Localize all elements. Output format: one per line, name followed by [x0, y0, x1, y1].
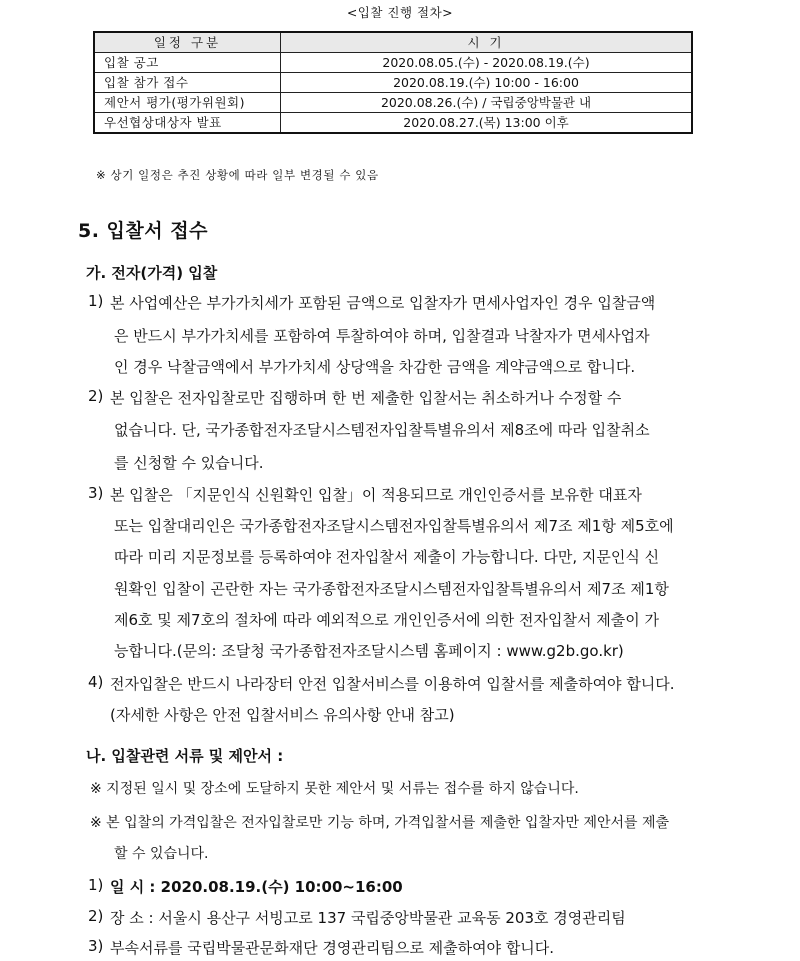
- item-number: 4): [88, 673, 104, 691]
- row-label: 우선협상대상자 발표: [94, 113, 281, 134]
- paragraph-line: 를 신청할 수 있습니다.: [114, 454, 264, 472]
- schedule-note: ※ 상기 일정은 추진 상황에 따라 일부 변경될 수 있음: [96, 168, 379, 182]
- paragraph-line: 전자입찰은 반드시 나라장터 안전 입찰서비스를 이용하여 입찰서를 제출하여야 합니다.: [110, 675, 675, 693]
- paragraph-line: 제6호 및 제7호의 절차에 따라 예외적으로 개인인증서에 의한 전자입찰서 제출이 가: [114, 611, 659, 629]
- row-label: 입찰 참가 접수: [94, 73, 281, 93]
- table-row: [94, 93, 692, 113]
- item-number: 2): [88, 907, 104, 925]
- notice-line: ※ 본 입찰의 가격입찰은 전자입찰로만 기능 하며, 가격입찰서를 제출한 입찰자만 제안서를 제출: [90, 815, 670, 831]
- paragraph-line: 본 입찰은 전자입찰로만 집행하며 한 번 제출한 입찰서는 취소하거나 수정할 수: [110, 389, 622, 407]
- paragraph-line: (자세한 사항은 안전 입찰서비스 유의사항 안내 참고): [110, 706, 455, 724]
- item-number: 1): [88, 876, 104, 894]
- submission-place: 장 소 : 서울시 용산구 서빙고로 137 국립중앙박물관 교육동 203호 경영관리팀: [110, 909, 626, 927]
- item-number: 3): [88, 937, 104, 955]
- paragraph-line: 또는 입찰대리인은 국가종합전자조달시스템전자입찰특별유의서 제7조 제1항 제5호에: [114, 517, 674, 535]
- submission-docs: 부속서류를 국립박물관문화재단 경영관리팀으로 제출하여야 합니다.: [110, 939, 555, 957]
- subsection-title-b: 나. 입찰관련 서류 및 제안서 :: [86, 747, 284, 765]
- subsection-title-a: 가. 전자(가격) 입찰: [86, 264, 218, 282]
- paragraph-line: 인 경우 낙찰금액에서 부가가치세 상당액을 차감한 금액을 계약금액으로 합니다.: [114, 358, 636, 376]
- header-schedule-type: 일정 구분: [94, 32, 281, 53]
- item-number: 1): [88, 292, 104, 310]
- paragraph-line: 본 입찰은 「지문인식 신원확인 입찰」이 적용되므로 개인인증서를 보유한 대표자: [110, 486, 642, 504]
- paragraph-line: 본 사업예산은 부가가치세가 포함된 금액으로 입찰자가 면세사업자인 경우 입찰금액: [110, 294, 656, 312]
- header-time: 시 기: [281, 32, 693, 53]
- table-row: [94, 73, 692, 93]
- notice-line: ※ 지정된 일시 및 장소에 도달하지 못한 제안서 및 서류는 접수를 하지 않습니다.: [90, 781, 579, 797]
- row-time: 2020.08.05.(수) - 2020.08.19.(수): [281, 53, 693, 73]
- table-caption: <입찰 진행 절차>: [346, 5, 454, 20]
- table-row: [94, 113, 692, 134]
- schedule-table: [93, 31, 693, 134]
- paragraph-line: 없습니다. 단, 국가종합전자조달시스템전자입찰특별유의서 제8조에 따라 입찰취소: [114, 421, 650, 439]
- row-label: 입찰 공고: [94, 53, 281, 73]
- row-time: 2020.08.27.(목) 13:00 이후: [281, 113, 693, 134]
- row-time: 2020.08.19.(수) 10:00 - 16:00: [281, 73, 693, 93]
- paragraph-line: 능합니다.(문의: 조달청 국가종합전자조달시스템 홈페이지 : www.g2b.go.kr): [114, 642, 624, 660]
- section-title: 5. 입찰서 접수: [78, 220, 208, 242]
- table-header-row: [94, 32, 692, 53]
- row-label: 제안서 평가(평가위원회): [94, 93, 281, 113]
- paragraph-line: 은 반드시 부가가치세를 포함하여 투찰하여야 하며, 입찰결과 낙찰자가 면세사업자: [114, 327, 650, 345]
- paragraph-line: 원확인 입찰이 곤란한 자는 국가종합전자조달시스템전자입찰특별유의서 제7조 제1항: [114, 580, 669, 598]
- paragraph-line: 따라 미리 지문정보를 등록하여야 전자입찰서 제출이 가능합니다. 다만, 지문인식 신: [114, 548, 660, 566]
- row-time: 2020.08.26.(수) / 국립중앙박물관 내: [281, 93, 693, 113]
- table-row: [94, 53, 692, 73]
- submission-time: 일 시 : 2020.08.19.(수) 10:00~16:00: [110, 878, 403, 896]
- item-number: 2): [88, 387, 104, 405]
- notice-line: 할 수 있습니다.: [114, 846, 209, 862]
- item-number: 3): [88, 484, 104, 502]
